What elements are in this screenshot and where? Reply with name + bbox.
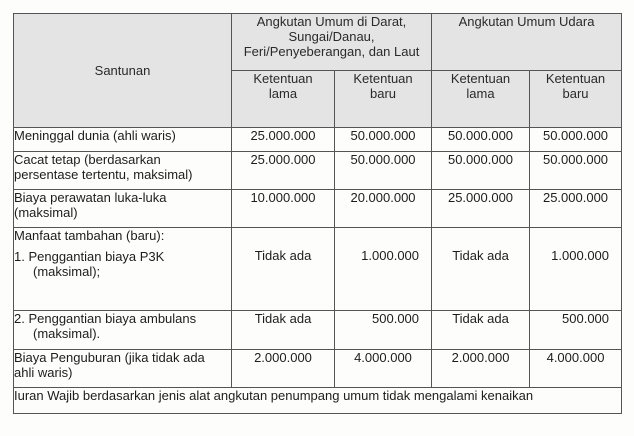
cell-value: 4.000.000 [335,350,432,388]
header-darat-lama-line1: Ketentuan [253,71,313,86]
row-ambulans-label [14,311,232,350]
cell-value: 1.000.000 [335,228,432,311]
cell-value: 25.000.000 [232,152,335,190]
table-row [14,152,622,190]
table-row [14,311,622,350]
row-penguburan-line1: Biaya Penguburan (jika tidak ada [14,350,205,365]
cell-value: Tidak ada [432,311,530,350]
cell-value: Tidak ada [432,228,530,311]
header-darat-lama [232,71,335,128]
header-udara-lama-line1: Ketentuan [450,71,511,86]
cell-value: 500.000 [530,311,622,350]
header-santunan: Santunan [14,14,232,128]
row-ambulans-line1: 2. Penggantian biaya ambulans [14,311,197,326]
row-perawatan-label [14,190,232,228]
footer-note: Iuran Wajib berdasarkan jenis alat angkutan penumpang umum tidak mengalami kenaikan [14,388,622,414]
cell-value: 10.000.000 [232,190,335,228]
cell-value: 2.000.000 [432,350,530,388]
header-udara-lama [432,71,530,128]
santunan-table [13,13,622,414]
cell-value: 4.000.000 [530,350,622,388]
cell-value: Tidak ada [232,228,335,311]
cell-value: 50.000.000 [335,128,432,152]
cell-value: 2.000.000 [232,350,335,388]
cell-value: 50.000.000 [432,128,530,152]
header-darat-baru-line1: Ketentuan [353,71,413,86]
header-darat-lama-line2: lama [268,86,298,101]
header-udara-baru-line2: baru [562,86,589,101]
cell-value: 25.000.000 [232,128,335,152]
row-cacat-label-line2: persentase tertentu, maksimal) [14,167,193,182]
row-cacat-label [14,152,232,190]
header-darat-baru-line2: baru [369,86,397,101]
cell-value: 1.000.000 [530,228,622,311]
table-row [14,128,622,152]
row-manfaat-title: Manfaat tambahan (baru): [14,228,165,243]
row-cacat-label-line1: Cacat tetap (berdasarkan [14,152,161,167]
row-perawatan-label-line1: Biaya perawatan luka-luka [14,190,167,205]
cell-value: Tidak ada [232,311,335,350]
header-udara-lama-line2: lama [466,86,495,101]
header-darat-baru [335,71,432,128]
header-udara-baru [530,71,622,128]
cell-value: 25.000.000 [432,190,530,228]
cell-value: 50.000.000 [530,152,622,190]
row-penguburan-line2: ahli waris) [14,365,73,380]
table-row [14,190,622,228]
table-row [14,350,622,388]
row-perawatan-label-line2: (maksimal) [14,205,78,220]
row-meninggal-label: Meninggal dunia (ahli waris) [14,128,232,152]
row-penguburan-label [14,350,232,388]
cell-value: 50.000.000 [432,152,530,190]
row-manfaat-p3k-label [14,228,232,311]
cell-value: 25.000.000 [530,190,622,228]
row-p3k-line1: 1. Penggantian biaya P3K [14,249,165,264]
header-darat-line1: Angkutan Umum di Darat, [256,14,407,29]
header-udara-baru-line1: Ketentuan [545,71,606,86]
table-footer-row [14,388,622,414]
header-angkutan-darat [232,14,432,71]
header-darat-line3: Feri/Penyeberangan, dan Laut [243,44,420,59]
cell-value: 20.000.000 [335,190,432,228]
cell-value: 50.000.000 [335,152,432,190]
header-darat-line2: Sungai/Danau, [288,29,375,44]
cell-value: 500.000 [335,311,432,350]
table-row [14,228,622,311]
row-p3k-line2: (maksimal); [33,264,101,279]
cell-value: 50.000.000 [530,128,622,152]
row-ambulans-line2: (maksimal). [33,326,101,341]
header-angkutan-udara: Angkutan Umum Udara [432,14,622,71]
